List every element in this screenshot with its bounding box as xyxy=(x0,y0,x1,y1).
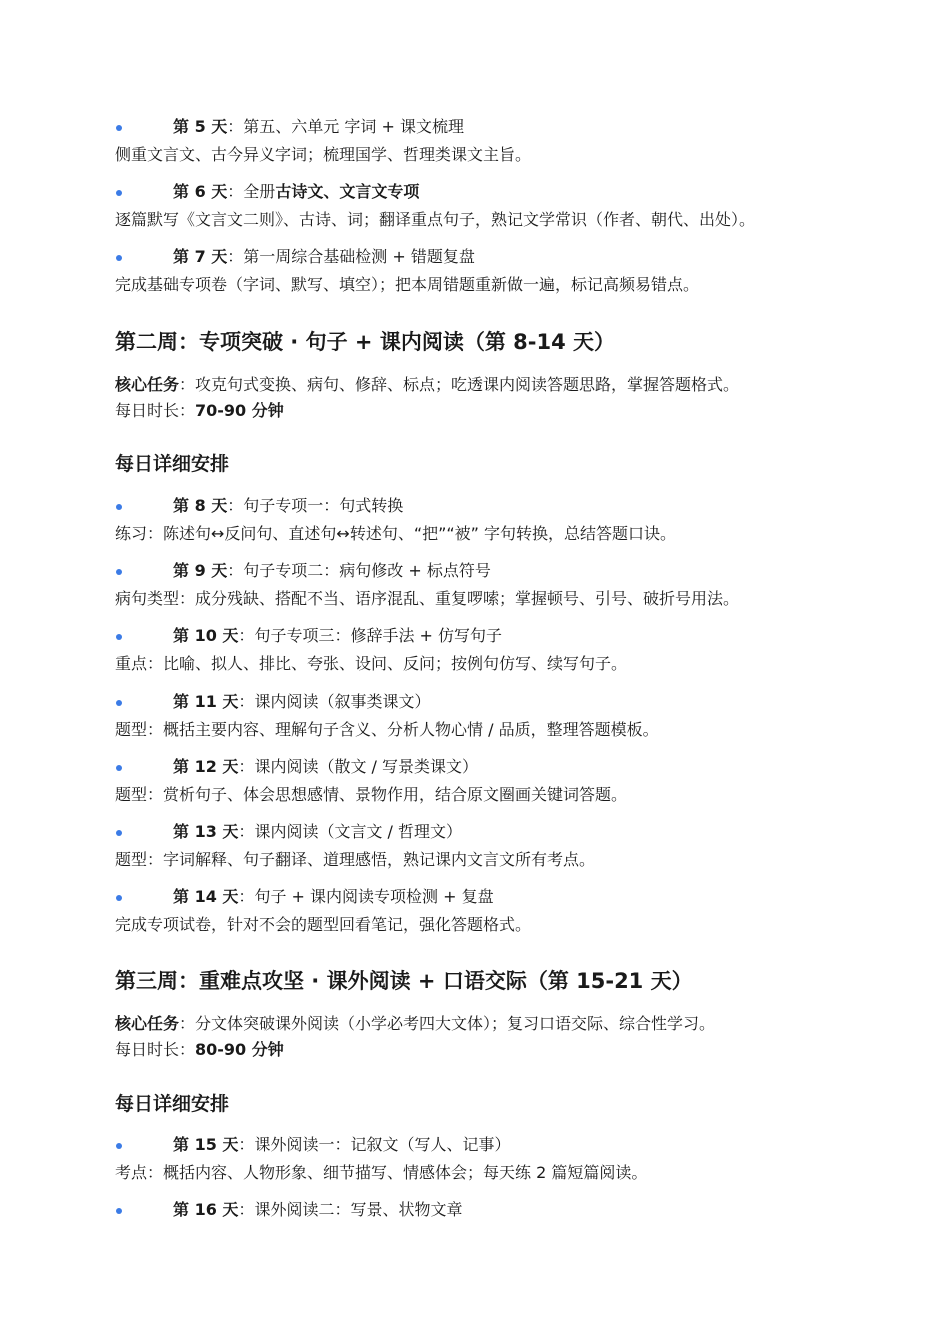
schedule-heading: 每日详细安排 xyxy=(115,453,230,475)
list-item xyxy=(0,884,950,935)
list-item xyxy=(0,689,950,739)
bullet-icon xyxy=(116,1208,122,1214)
item-description: 病句类型：成分残缺、搭配不当、语序混乱、重复啰嗦；掌握顿号、引号、破折号用法。 xyxy=(115,589,740,609)
bullet-icon xyxy=(116,895,122,901)
item-description: 题型：概括主要内容、理解句子含义、分析人物心情 / 品质，整理答题模板。 xyxy=(115,719,659,739)
list-item xyxy=(0,623,950,674)
section-heading-week3: 第三周：重难点攻坚 · 课外阅读 + 口语交际（第 15-21 天） xyxy=(115,969,693,993)
item-description: 完成专项试卷，针对不会的题型回看笔记，强化答题格式。 xyxy=(115,915,532,935)
bullet-icon xyxy=(116,125,122,131)
item-description: 重点：比喻、拟人、排比、夸张、设问、反问；按例句仿写、续写句子。 xyxy=(115,654,628,674)
list-item xyxy=(0,1197,950,1223)
item-description: 逐篇默写《文言文二则》、古诗、词；翻译重点句子，熟记文学常识（作者、朝代、出处）。 xyxy=(115,210,756,229)
list-item xyxy=(0,114,950,164)
item-title: 第 5 天：第五、六单元 字词 + 课文梳理 xyxy=(173,117,464,136)
list-item xyxy=(0,819,950,869)
item-title: 第 8 天：句子专项一：句式转换 xyxy=(173,496,404,515)
item-title: 第 15 天：课外阅读一：记叙文（写人、记事） xyxy=(173,1135,511,1154)
item-title: 第 16 天：课外阅读二：写景、状物文章 xyxy=(173,1200,463,1219)
item-description: 题型：赏析句子、体会思想感情、景物作用，结合原文圈画关键词答题。 xyxy=(115,784,628,804)
bullet-icon xyxy=(116,1143,122,1149)
daily-duration: 每日时长：70-90 分钟 xyxy=(115,401,284,420)
section-heading-week2: 第二周：专项突破 · 句子 + 课内阅读（第 8-14 天） xyxy=(115,330,615,354)
bullet-icon xyxy=(116,190,122,196)
list-item xyxy=(0,493,950,543)
item-title: 第 14 天：句子 + 课内阅读专项检测 + 复盘 xyxy=(173,887,494,907)
item-title: 第 13 天：课内阅读（文言文 / 哲理文） xyxy=(173,822,463,841)
item-title: 第 6 天：全册古诗文、文言文专项 xyxy=(173,182,420,201)
item-title: 第 9 天：句子专项二：病句修改 + 标点符号 xyxy=(173,561,491,581)
bullet-icon xyxy=(116,700,122,706)
bullet-icon xyxy=(116,255,122,261)
daily-duration: 每日时长：80-90 分钟 xyxy=(115,1040,284,1059)
item-description: 完成基础专项卷（字词、默写、填空）；把本周错题重新做一遍，标记高频易错点。 xyxy=(115,275,700,294)
bullet-icon xyxy=(116,830,122,836)
item-description: 题型：字词解释、句子翻译、道理感悟，熟记课内文言文所有考点。 xyxy=(115,850,596,869)
item-description: 练习：陈述句↔反问句、直述句↔转述句、“把”“被” 字句转换，总结答题口诀。 xyxy=(115,524,677,543)
item-title: 第 11 天：课内阅读（叙事类课文） xyxy=(173,691,431,711)
bullet-icon xyxy=(116,569,122,575)
bullet-icon xyxy=(116,634,122,640)
schedule-heading: 每日详细安排 xyxy=(115,1093,230,1115)
core-task: 核心任务：分文体突破课外阅读（小学必考四大文体）；复习口语交际、综合性学习。 xyxy=(115,1014,716,1033)
item-title: 第 7 天：第一周综合基础检测 + 错题复盘 xyxy=(173,247,475,266)
bullet-icon xyxy=(116,504,122,510)
item-title: 第 12 天：课内阅读（散文 / 写景类课文） xyxy=(173,756,479,776)
item-description: 侧重文言文、古今异义字词；梳理国学、哲理类课文主旨。 xyxy=(115,145,532,164)
list-item xyxy=(0,558,950,609)
list-item xyxy=(0,1132,950,1182)
item-title: 第 10 天：句子专项三：修辞手法 + 仿写句子 xyxy=(173,626,503,646)
list-item xyxy=(0,179,950,229)
list-item xyxy=(0,754,950,804)
bullet-icon xyxy=(116,765,122,771)
core-task: 核心任务：攻克句式变换、病句、修辞、标点；吃透课内阅读答题思路，掌握答题格式。 xyxy=(115,375,740,394)
item-description: 考点：概括内容、人物形象、细节描写、情感体会；每天练 2 篇短篇阅读。 xyxy=(115,1163,648,1182)
list-item xyxy=(0,244,950,294)
